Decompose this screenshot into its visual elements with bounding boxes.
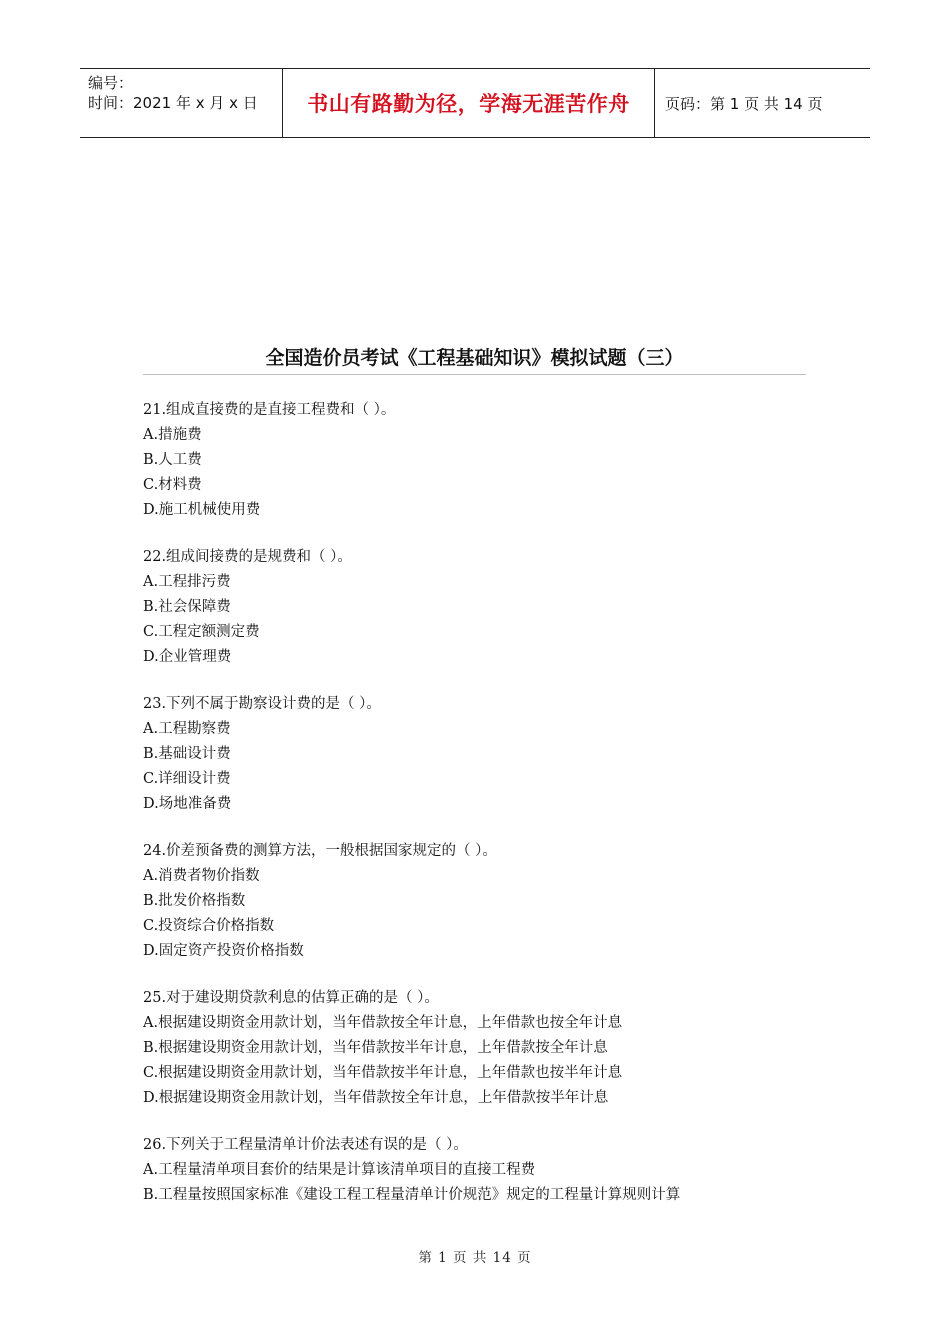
option-d: D.施工机械使用费 bbox=[143, 502, 261, 518]
title-divider bbox=[143, 374, 806, 375]
option-a: A.措施费 bbox=[143, 427, 202, 443]
option-c: C.材料费 bbox=[143, 477, 202, 493]
option-d: D.根据建设期资金用款计划，当年借款按全年计息，上年借款按半年计息 bbox=[143, 1090, 609, 1106]
question-stem: 25.对于建设期贷款利息的估算正确的是（ ）。 bbox=[143, 990, 439, 1006]
header-page-info bbox=[655, 69, 870, 137]
question-stem: 23.下列不属于勘察设计费的是（ ）。 bbox=[143, 696, 381, 712]
header-meta bbox=[80, 69, 282, 137]
question-stem: 21.组成直接费的是直接工程费和（ ）。 bbox=[143, 402, 396, 418]
question-stem: 22.组成间接费的是规费和（ ）。 bbox=[143, 549, 352, 565]
option-b: B.批发价格指数 bbox=[143, 893, 246, 909]
option-c: C.工程定额测定费 bbox=[143, 624, 260, 640]
number-label: 编号： bbox=[88, 74, 134, 92]
option-a: A.工程量清单项目套价的结果是计算该清单项目的直接工程费 bbox=[143, 1162, 536, 1178]
question-24 bbox=[143, 839, 843, 964]
question-21 bbox=[143, 398, 843, 523]
option-a: A.工程勘察费 bbox=[143, 721, 231, 737]
page-header bbox=[80, 68, 870, 138]
motto-text: 书山有路勤为径，学海无涯苦作舟 bbox=[307, 92, 630, 116]
option-b: B.社会保障费 bbox=[143, 599, 231, 615]
option-b: B.根据建设期资金用款计划，当年借款按半年计息，上年借款按全年计息 bbox=[143, 1040, 608, 1056]
option-c: C.根据建设期资金用款计划，当年借款按半年计息，上年借款也按半年计息 bbox=[143, 1065, 623, 1081]
page-info-text: 页码：第 1 页 共 14 页 bbox=[665, 94, 823, 113]
option-b: B.人工费 bbox=[143, 452, 202, 468]
time-label: 时间：2021 年 x 月 x 日 bbox=[88, 94, 258, 112]
option-d: D.固定资产投资价格指数 bbox=[143, 943, 304, 959]
question-stem: 26.下列关于工程量清单计价法表述有误的是（ ）。 bbox=[143, 1137, 468, 1153]
question-list bbox=[143, 398, 843, 1230]
option-d: D.企业管理费 bbox=[143, 649, 232, 665]
option-b: B.基础设计费 bbox=[143, 746, 231, 762]
question-25 bbox=[143, 986, 843, 1111]
document-title: 全国造价员考试《工程基础知识》模拟试题（三） bbox=[265, 347, 684, 369]
option-d: D.场地准备费 bbox=[143, 796, 232, 812]
question-22 bbox=[143, 545, 843, 670]
option-c: C.详细设计费 bbox=[143, 771, 231, 787]
option-a: A.根据建设期资金用款计划，当年借款按全年计息，上年借款也按全年计息 bbox=[143, 1015, 623, 1031]
question-23 bbox=[143, 692, 843, 817]
option-a: A.工程排污费 bbox=[143, 574, 231, 590]
question-26 bbox=[143, 1133, 843, 1208]
option-b: B.工程量按照国家标准《建设工程工程量清单计价规范》规定的工程量计算规则计算 bbox=[143, 1187, 681, 1203]
header-motto bbox=[282, 69, 655, 137]
option-c: C.投资综合价格指数 bbox=[143, 918, 275, 934]
question-stem: 24.价差预备费的测算方法，一般根据国家规定的（ ）。 bbox=[143, 843, 497, 859]
option-a: A.消费者物价指数 bbox=[143, 868, 260, 884]
page-footer: 第 1 页 共 14 页 bbox=[418, 1250, 532, 1266]
